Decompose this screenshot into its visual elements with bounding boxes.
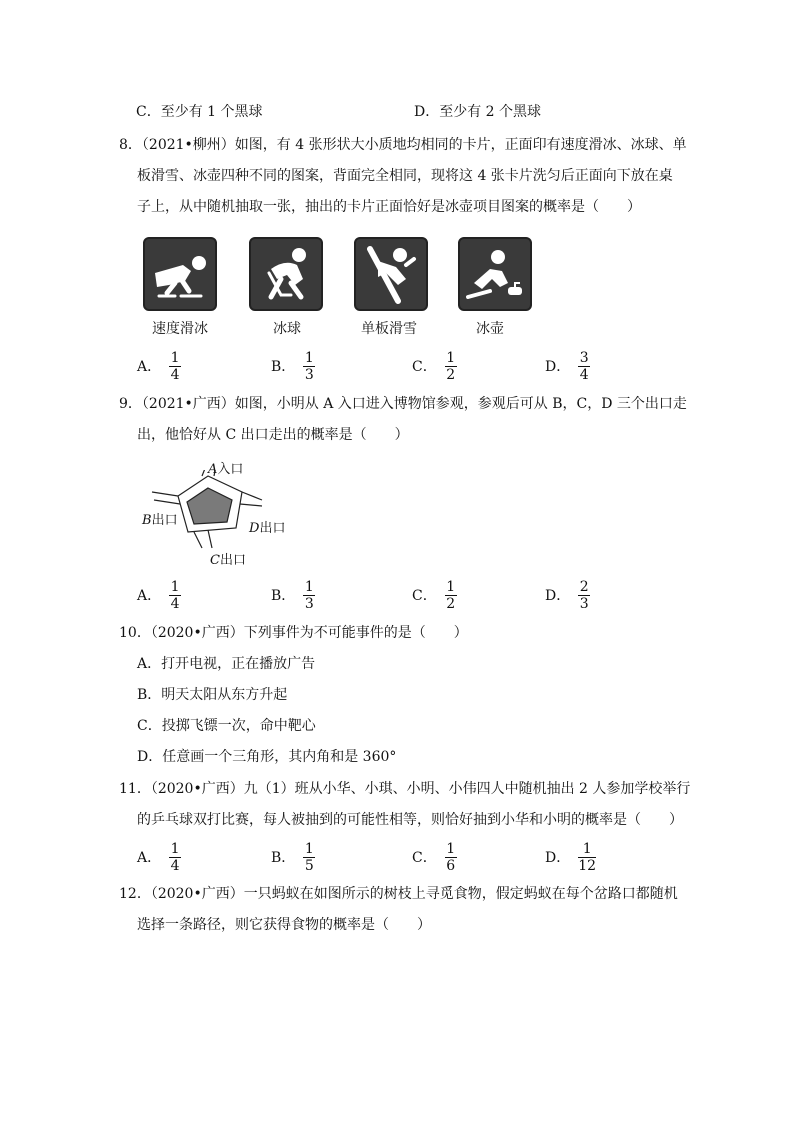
q11-line-1: 11．（2020•广西）九（1）班从小华、小琪、小明、小伟四人中随机抽出 2 人参加学校举行 [119, 781, 691, 797]
q9-option-a[interactable]: A． $\frac{1}{4}$ [137, 578, 180, 612]
curling-icon [458, 237, 532, 311]
option-d-prev: D．至少有 2 个黑球 [414, 104, 542, 120]
q11-option-d[interactable]: D． $\frac{1}{12}$ [545, 840, 597, 874]
fraction: $\frac{1}{2}$ [446, 578, 456, 612]
fraction: $\frac{1}{3}$ [304, 578, 314, 612]
fraction: $\frac{1}{3}$ [304, 349, 314, 383]
exit-b-label: B出口 [142, 513, 178, 528]
fraction: $\frac{1}{12}$ [578, 840, 597, 874]
fraction: $\frac{3}{4}$ [579, 349, 589, 383]
q8-option-c[interactable]: C． $\frac{1}{2}$ [412, 349, 456, 383]
entrance-a-label: A入口 [208, 462, 244, 477]
card-label-snowboard: 单板滑雪 [361, 321, 417, 337]
q10-option-c[interactable]: C．投掷飞镖一次，命中靶心 [137, 718, 316, 734]
q9-line-2: 出，他恰好从 C 出口走出的概率是（ ） [137, 427, 409, 443]
card-label-curling: 冰壶 [476, 321, 504, 337]
q10-option-b[interactable]: B．明天太阳从东方升起 [137, 687, 288, 703]
q8-line-2: 板滑雪、冰壶四种不同的图案，背面完全相同，现将这 4 张卡片洗匀后正面向下放在桌 [137, 168, 673, 184]
fraction: $\frac{1}{5}$ [304, 840, 314, 874]
fraction: $\frac{1}{4}$ [170, 840, 180, 874]
q8-option-b[interactable]: B． $\frac{1}{3}$ [271, 349, 314, 383]
q8-options [0, 346, 794, 386]
fraction: $\frac{1}{2}$ [446, 349, 456, 383]
q8-option-a[interactable]: A． $\frac{1}{4}$ [137, 349, 180, 383]
q9-line-1: 9．（2021•广西）如图，小明从 A 入口进入博物馆参观，参观后可从 B，C，D 三个出口走 [119, 396, 687, 412]
q12-line-2: 选择一条路径，则它获得食物的概率是（ ） [137, 917, 431, 933]
q11-option-b[interactable]: B． $\frac{1}{5}$ [271, 840, 314, 874]
q11-option-a[interactable]: A． $\frac{1}{4}$ [137, 840, 180, 874]
q10-line-1: 10．（2020•广西）下列事件为不可能事件的是（ ） [119, 625, 468, 641]
q9-option-b[interactable]: B． $\frac{1}{3}$ [271, 578, 314, 612]
fraction: $\frac{1}{4}$ [170, 349, 180, 383]
fraction: $\frac{1}{6}$ [446, 840, 456, 874]
q8-line-3: 子上，从中随机抽取一张，抽出的卡片正面恰好是冰壶项目图案的概率是（ ） [137, 199, 641, 215]
option-c-prev: C．至少有 1 个黑球 [136, 104, 263, 120]
q9-option-d[interactable]: D． $\frac{2}{3}$ [545, 578, 589, 612]
q11-option-c[interactable]: C． $\frac{1}{6}$ [412, 840, 456, 874]
card-label-speed-skating: 速度滑冰 [152, 321, 208, 337]
q12-line-1: 12．（2020•广西）一只蚂蚁在如图所示的树枝上寻觅食物，假定蚂蚁在每个岔路口都随机 [119, 886, 678, 902]
card-label-ice-hockey: 冰球 [273, 321, 301, 337]
exit-d-label: D出口 [249, 521, 286, 536]
snowboard-icon [354, 237, 428, 311]
fraction: $\frac{1}{4}$ [170, 578, 180, 612]
q8-line-1: 8．（2021•柳州）如图，有 4 张形状大小质地均相同的卡片，正面印有速度滑冰、冰球、单 [119, 137, 687, 153]
q11-line-2: 的乒乓球双打比赛，每人被抽到的可能性相等，则恰好抽到小华和小明的概率是（ ） [137, 812, 683, 828]
q10-option-a[interactable]: A．打开电视，正在播放广告 [137, 656, 316, 672]
q11-options [0, 837, 794, 877]
exit-c-label: C出口 [210, 553, 246, 568]
q8-option-d[interactable]: D． $\frac{3}{4}$ [545, 349, 589, 383]
q10-option-d[interactable]: D．任意画一个三角形，其内角和是 360° [137, 749, 397, 765]
fraction: $\frac{2}{3}$ [579, 578, 589, 612]
speed-skating-icon [143, 237, 217, 311]
ice-hockey-icon [249, 237, 323, 311]
q9-option-c[interactable]: C． $\frac{1}{2}$ [412, 578, 456, 612]
q9-options [0, 575, 794, 615]
